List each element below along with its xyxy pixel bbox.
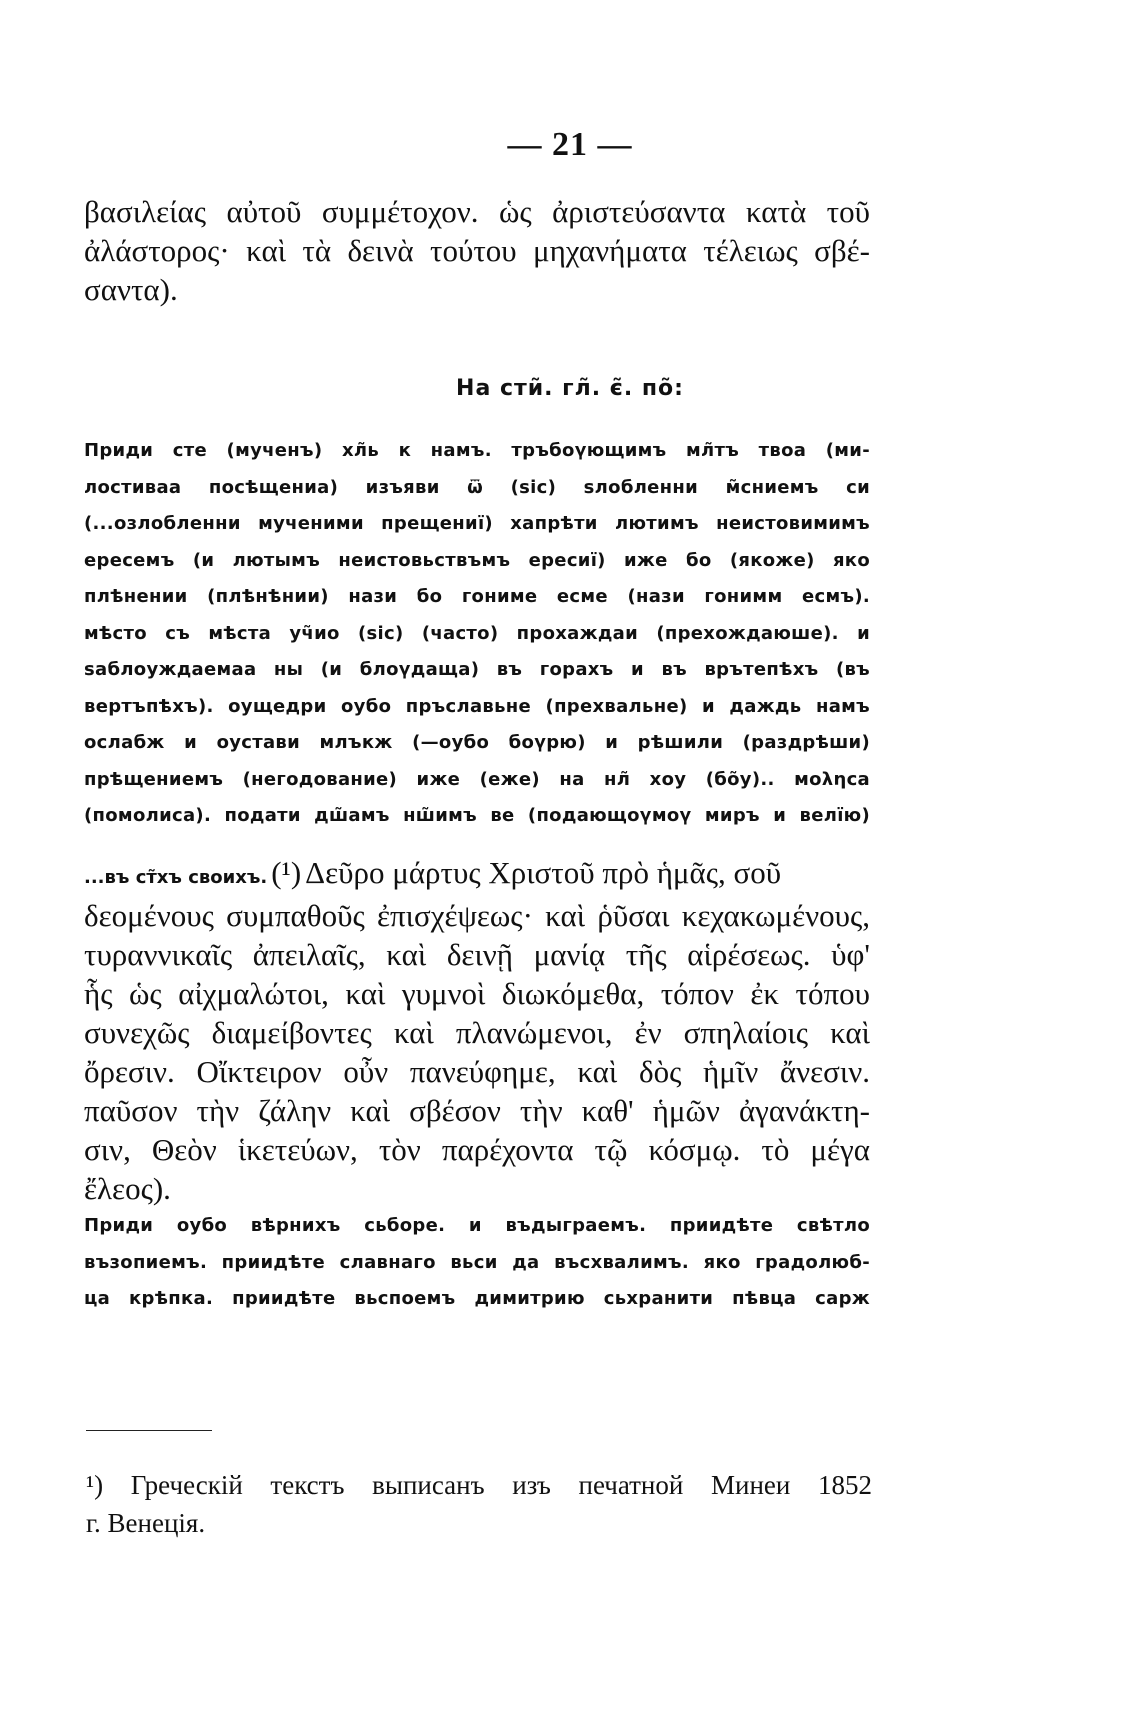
text-line: τυραννικαῖς ἀπειλαῖς, καὶ δεινῇ μανίᾳ τῆς αἱρέσεως. ὑφ'	[84, 937, 870, 972]
page-number: — 21 —	[507, 126, 633, 163]
text-line: прѣщениемъ (негодование) иже (еже) на нл̃ хоу (бо̃у).. моληса	[84, 768, 870, 790]
slavonic-fragment: ...въ ст̃хъ своихъ.	[84, 867, 268, 888]
footnote-marker: ¹)	[86, 1470, 104, 1500]
text-line: лостиваа посѣщениа) изъяви ѿ (sic) ѕлобленни м̃сниемъ си	[84, 476, 870, 498]
footnote-line	[86, 1466, 872, 1504]
greek-paragraph-top	[84, 192, 870, 309]
text-line: δεομένους συμπαθοῦς ἐπισχέψεως· καὶ ῥῦσαι κεχακωμένους,	[84, 898, 870, 933]
text-line: възопиемъ. приидѣте славнаго вьси да въсхвалимъ. яко градолюб-	[84, 1251, 870, 1273]
text-line: ἧς ὡς αἰχμαλώτοι, καὶ γυμνοὶ διωκόμεθα, τόπον ἐκ τόπου	[84, 976, 870, 1011]
text-line: ѕаблоуждаемаа ны (и блоүдаща) въ горахъ и въ врътепѣхъ (въ	[84, 659, 870, 680]
text-line: συνεχῶς διαμείβοντες καὶ πλανώμενοι, ἐν σπηλαίοις καὶ	[84, 1015, 870, 1050]
text-line: (...озлобленни мученими прещениї) хапрѣти лютимъ неистовимимъ	[84, 513, 870, 534]
footnote-text: Греческій текстъ выписанъ изъ печатной Минеи 1852	[130, 1470, 872, 1500]
text-line: Приди сте (мученъ) хл̃ь к намъ. тръбоүющимъ мл̃тъ твоа (ми-	[84, 440, 870, 461]
greek-paragraph-main	[84, 896, 870, 1208]
greek-fragment: Δεῦρο μάρτυς Χριστοῦ πρὸ ἡμᾶς, σοῦ	[305, 855, 782, 890]
slavonic-paragraph-2	[84, 1208, 870, 1318]
footnote-reference: (¹)	[271, 855, 302, 890]
text-line: ослабж и оустави млъкж (—оубо боүрю) и рѣшили (раздрѣши)	[84, 732, 870, 753]
mixed-line-block	[84, 852, 870, 900]
text-line: ἔλεος).	[84, 1171, 171, 1206]
text-line: σιν, Θεὸν ἱκετεύων, τὸν παρέχοντα τῷ κόσμῳ. τὸ μέγα	[84, 1132, 870, 1167]
text-line: βασιλείας αὐτοῦ συμμέτοχον. ὡς ἀριστεύσαντα κατὰ τοῦ	[84, 194, 870, 229]
text-line: ὄρεσιν. Οἴκτειρον οὖν πανεύφημε, καὶ δὸς ἡμῖν ἄνεσιν.	[84, 1054, 870, 1089]
text-line: ересемъ (и лютымъ неистовьствъмъ ересиї) иже бо (якоже) яко	[84, 549, 870, 571]
text-line: ἀλάστορος· καὶ τὰ δεινὰ τούτου μηχανήματα τέλειως σβέ-	[84, 233, 870, 268]
text-line: плѣнении (плѣнѣнии) нази бо гониме есме (нази гонимм есмъ).	[84, 586, 870, 607]
footnote	[86, 1466, 872, 1542]
mixed-text-line	[84, 852, 870, 900]
footnote-divider	[86, 1430, 212, 1431]
section-heading: На сти̃. гл̃. є̃. по̃:	[456, 376, 684, 401]
text-line: мѣсто съ мѣста уч̃ио (sic) (часто) прохаждаи (прехождаюше). и	[84, 622, 870, 644]
slavonic-paragraph-1	[84, 433, 870, 835]
text-line: παῦσον τὴν ζάλην καὶ σβέσον τὴν καθ' ἡμῶν ἀγανάκτη-	[84, 1093, 870, 1128]
text-line: σαντα).	[84, 272, 178, 307]
text-line: ца крѣпка. приидѣте вьспоемъ димитрию сьхранити пѣвца сарж	[84, 1288, 870, 1309]
footnote-line: г. Венеція.	[86, 1508, 206, 1538]
text-line: (помолиса). подати дш̃амъ нш̃имъ ве (подающоүмоү миръ и велїю)	[84, 805, 870, 826]
text-line: Приди оубо вѣрнихъ сьборе. и въдыграемъ. приидѣте свѣтло	[84, 1215, 870, 1236]
text-line: вертъпѣхъ). оущедри оубо пръславьне (прехвальне) и даждь намъ	[84, 695, 870, 717]
